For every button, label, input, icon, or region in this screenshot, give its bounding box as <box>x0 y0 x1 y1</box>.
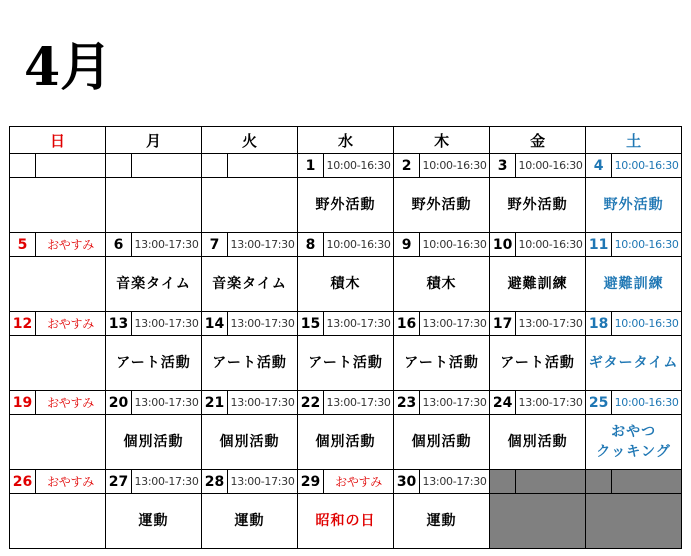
activity-cell: アート活動 <box>394 336 490 391</box>
activity-row <box>10 494 682 549</box>
date-number-thu: 30 <box>394 470 420 494</box>
activity-cell: 避難訓練 <box>586 257 682 312</box>
opening-hours: 13:00-17:30 <box>420 391 490 415</box>
date-number-tue: 7 <box>202 233 228 257</box>
date-number-tue: 21 <box>202 391 228 415</box>
activity-cell: 個別活動 <box>394 415 490 470</box>
weekday-fri: 金 <box>490 127 586 154</box>
activity-cell <box>10 415 106 470</box>
activity-cell: 音楽タイム <box>106 257 202 312</box>
opening-hours <box>228 154 298 178</box>
activity-cell <box>586 494 682 549</box>
date-number-sat: 18 <box>586 312 612 336</box>
activity-cell: 野外活動 <box>586 178 682 233</box>
opening-hours: 10:00-16:30 <box>612 312 682 336</box>
date-number-mon: 27 <box>106 470 132 494</box>
opening-hours <box>132 154 202 178</box>
date-number-fri: 24 <box>490 391 516 415</box>
activity-cell: アート活動 <box>490 336 586 391</box>
activity-row <box>10 257 682 312</box>
weekday-header-row <box>10 127 682 154</box>
activity-cell: 個別活動 <box>490 415 586 470</box>
activity-cell <box>490 494 586 549</box>
activity-cell: 個別活動 <box>106 415 202 470</box>
opening-hours: 13:00-17:30 <box>516 312 586 336</box>
date-number-sat <box>586 470 612 494</box>
date-number-fri: 3 <box>490 154 516 178</box>
date-number-mon: 6 <box>106 233 132 257</box>
date-row <box>10 312 682 336</box>
opening-hours: 13:00-17:30 <box>324 312 394 336</box>
activity-cell: 運動 <box>202 494 298 549</box>
opening-hours: 10:00-16:30 <box>612 154 682 178</box>
activity-cell: おやつ クッキング <box>586 415 682 470</box>
monthly-calendar <box>9 126 682 549</box>
date-number-wed: 1 <box>298 154 324 178</box>
activity-cell <box>10 178 106 233</box>
opening-hours: 13:00-17:30 <box>132 470 202 494</box>
date-number-sun <box>10 154 36 178</box>
month-title: 4月 <box>24 37 113 98</box>
date-number-thu: 16 <box>394 312 420 336</box>
date-number-mon: 20 <box>106 391 132 415</box>
opening-hours: 10:00-16:30 <box>612 233 682 257</box>
activity-cell: 運動 <box>106 494 202 549</box>
date-number-wed: 29 <box>298 470 324 494</box>
activity-row <box>10 336 682 391</box>
date-number-wed: 8 <box>298 233 324 257</box>
opening-hours: 10:00-16:30 <box>516 154 586 178</box>
date-row <box>10 233 682 257</box>
date-number-sun: 5 <box>10 233 36 257</box>
opening-hours: 13:00-17:30 <box>228 312 298 336</box>
activity-cell: アート活動 <box>202 336 298 391</box>
opening-hours: 13:00-17:30 <box>228 233 298 257</box>
date-number-sun: 12 <box>10 312 36 336</box>
date-number-wed: 22 <box>298 391 324 415</box>
date-number-tue: 28 <box>202 470 228 494</box>
activity-cell: 音楽タイム <box>202 257 298 312</box>
activity-cell <box>10 336 106 391</box>
date-number-mon <box>106 154 132 178</box>
opening-hours: 10:00-16:30 <box>612 391 682 415</box>
date-row <box>10 470 682 494</box>
activity-cell <box>10 257 106 312</box>
opening-hours: 13:00-17:30 <box>132 391 202 415</box>
opening-hours: 13:00-17:30 <box>420 312 490 336</box>
opening-hours: 10:00-16:30 <box>420 154 490 178</box>
closed-label: おやすみ <box>36 233 106 257</box>
opening-hours: 10:00-16:30 <box>516 233 586 257</box>
date-number-tue <box>202 154 228 178</box>
date-number-sat: 25 <box>586 391 612 415</box>
weekday-tue: 火 <box>202 127 298 154</box>
weekday-sat: 土 <box>586 127 682 154</box>
opening-hours: 10:00-16:30 <box>324 154 394 178</box>
weekday-mon: 月 <box>106 127 202 154</box>
weekday-wed: 水 <box>298 127 394 154</box>
closed-label: おやすみ <box>36 312 106 336</box>
activity-cell <box>10 494 106 549</box>
activity-cell <box>202 178 298 233</box>
closed-label: おやすみ <box>36 391 106 415</box>
activity-row <box>10 178 682 233</box>
date-number-sat: 4 <box>586 154 612 178</box>
opening-hours: 13:00-17:30 <box>516 391 586 415</box>
opening-hours <box>516 470 586 494</box>
opening-hours: 13:00-17:30 <box>324 391 394 415</box>
weekday-thu: 木 <box>394 127 490 154</box>
date-number-sun: 19 <box>10 391 36 415</box>
activity-cell: 野外活動 <box>394 178 490 233</box>
date-number-thu: 9 <box>394 233 420 257</box>
activity-cell: 積木 <box>298 257 394 312</box>
date-row <box>10 391 682 415</box>
opening-hours <box>36 154 106 178</box>
activity-cell: 運動 <box>394 494 490 549</box>
date-number-thu: 2 <box>394 154 420 178</box>
holiday-label: 昭和の日 <box>298 494 394 549</box>
activity-cell: 野外活動 <box>490 178 586 233</box>
opening-hours: 13:00-17:30 <box>132 312 202 336</box>
opening-hours: 13:00-17:30 <box>420 470 490 494</box>
date-number-thu: 23 <box>394 391 420 415</box>
activity-cell: アート活動 <box>298 336 394 391</box>
activity-cell: ギタータイム <box>586 336 682 391</box>
activity-cell: 個別活動 <box>298 415 394 470</box>
opening-hours: 10:00-16:30 <box>420 233 490 257</box>
opening-hours: 13:00-17:30 <box>228 391 298 415</box>
date-number-sat: 11 <box>586 233 612 257</box>
activity-cell <box>106 178 202 233</box>
date-number-wed: 15 <box>298 312 324 336</box>
activity-cell: アート活動 <box>106 336 202 391</box>
date-row <box>10 154 682 178</box>
date-number-tue: 14 <box>202 312 228 336</box>
activity-cell: 個別活動 <box>202 415 298 470</box>
closed-label: おやすみ <box>324 470 394 494</box>
date-number-sun: 26 <box>10 470 36 494</box>
date-number-fri: 17 <box>490 312 516 336</box>
activity-row <box>10 415 682 470</box>
opening-hours: 10:00-16:30 <box>324 233 394 257</box>
closed-label: おやすみ <box>36 470 106 494</box>
opening-hours: 13:00-17:30 <box>228 470 298 494</box>
activity-cell: 避難訓練 <box>490 257 586 312</box>
date-number-mon: 13 <box>106 312 132 336</box>
date-number-fri: 10 <box>490 233 516 257</box>
activity-cell: 積木 <box>394 257 490 312</box>
activity-cell: 野外活動 <box>298 178 394 233</box>
date-number-fri <box>490 470 516 494</box>
weekday-sun: 日 <box>10 127 106 154</box>
opening-hours: 13:00-17:30 <box>132 233 202 257</box>
opening-hours <box>612 470 682 494</box>
